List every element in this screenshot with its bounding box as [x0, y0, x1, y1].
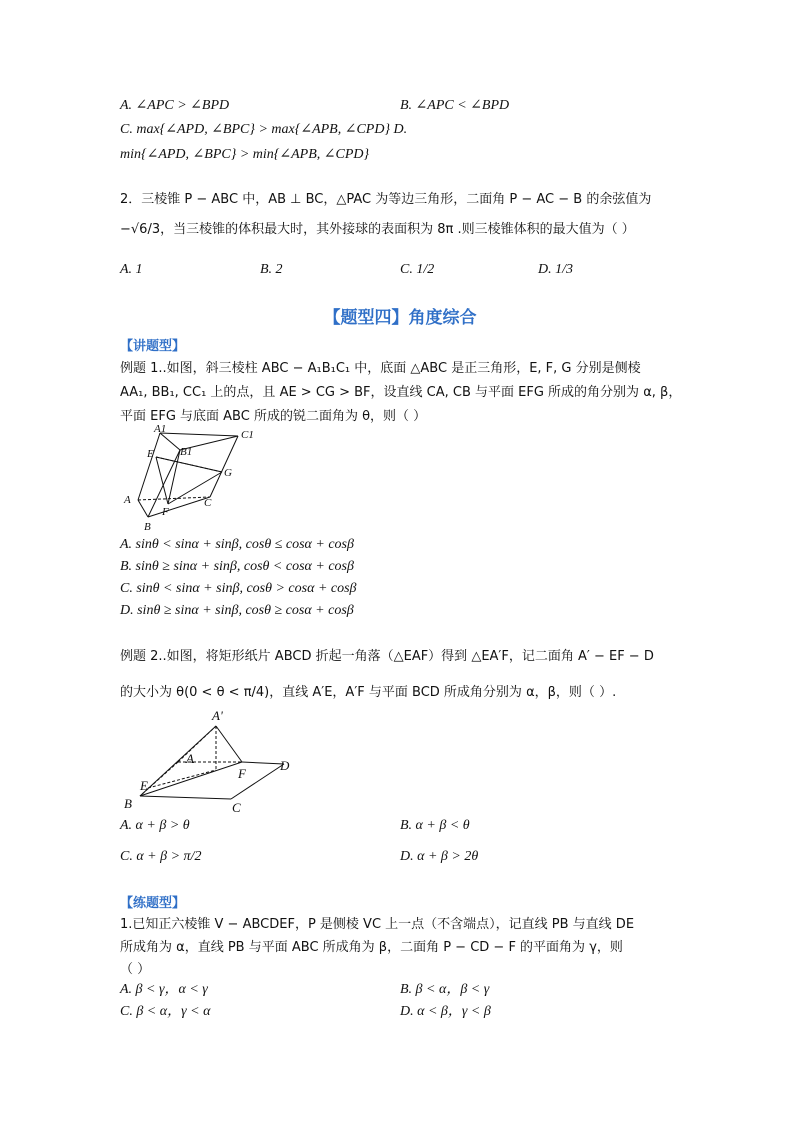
ex2-text-line2: 的大小为 θ(0 < θ < π/4)，直线 A′E，A′F 与平面 BCD 所成角分别为 α，β，则（ ）.: [120, 685, 617, 700]
label-a1: A1: [154, 423, 167, 435]
label-f: F: [238, 766, 246, 781]
q1-option-a: A. ∠APC > ∠BPD: [120, 98, 230, 113]
ex1-option-c: C. sinθ < sinα + sinβ, cosθ > cosα + cosβ: [120, 581, 357, 596]
ex2-option-b: B. α + β < θ: [400, 818, 470, 833]
label-b: B: [144, 521, 151, 533]
q1-option-d: min{∠APD, ∠BPC} > min{∠APB, ∠CPD}: [120, 147, 370, 162]
q1-option-c: C. max{∠APD, ∠BPC} > max{∠APB, ∠CPD} D.: [120, 122, 408, 137]
pr1-text-line2: 所成角为 α，直线 PB 与平面 ABC 所成角为 β，二面角 P − CD − F 的平面角为 γ，则: [120, 940, 623, 955]
label-f: F: [162, 506, 169, 518]
pr1-option-c: C. β < α，γ < α: [120, 1004, 211, 1019]
label-c: C: [232, 800, 241, 815]
label-c1: C1: [241, 429, 254, 441]
ex2-option-c: C. α + β > π/2: [120, 849, 202, 864]
q2-text-line2: −√6/3，当三棱锥的体积最大时，其外接球的表面积为 8π .则三棱锥体积的最大值为（ ）: [120, 222, 635, 237]
label-a: A: [186, 751, 194, 766]
pr1-text-line3: （ ）: [120, 962, 151, 977]
label-c: C: [204, 497, 212, 509]
label-e: E: [140, 778, 148, 793]
q2-option-c: C. 1/2: [400, 262, 435, 277]
q2-option-a: A. 1: [120, 262, 143, 277]
ex1-option-b: B. sinθ ≥ sinα + sinβ, cosθ < cosα + cosβ: [120, 559, 354, 574]
pr1-option-a: A. β < γ，α < γ: [120, 982, 208, 997]
ex1-option-a: A. sinθ < sinα + sinβ, cosθ ≤ cosα + cosβ: [120, 537, 354, 552]
q2-option-d: D. 1/3: [538, 262, 573, 277]
prism-figure: [118, 422, 268, 534]
q2-option-b: B. 2: [260, 262, 283, 277]
lecture-tag: 【讲题型】: [120, 339, 186, 354]
q2-text-line1: 2．三棱锥 P − ABC 中，AB ⊥ BC，△PAC 为等边三角形，二面角 P − AC − B 的余弦值为: [120, 192, 652, 207]
label-d: D: [280, 758, 290, 773]
label-a: A: [124, 494, 131, 506]
label-b: B: [124, 796, 132, 811]
ex1-text-line2: AA₁, BB₁, CC₁ 上的点，且 AE > CG > BF，设直线 CA, CB 与平面 EFG 所成的角分别为 α, β，: [120, 385, 682, 400]
ex2-text-line1: 例题 2..如图，将矩形纸片 ABCD 折起一角落（△EAF）得到 △EA′F，记二面角 A′ − EF − D: [120, 649, 654, 664]
section-title: 【题型四】角度综合: [323, 308, 477, 328]
ex1-text-line1: 例题 1..如图，斜三棱柱 ABC − A₁B₁C₁ 中，底面 △ABC 是正三角形，E, F, G 分别是侧棱: [120, 361, 641, 376]
fold-figure: [118, 706, 298, 816]
ex1-text-line3: 平面 EFG 与底面 ABC 所成的锐二面角为 θ，则（ ）: [120, 409, 427, 424]
ex2-option-d: D. α + β > 2θ: [400, 849, 479, 864]
practice-tag: 【练题型】: [120, 896, 186, 911]
label-g: G: [224, 467, 232, 479]
pr1-option-d: D. α < β，γ < β: [400, 1004, 491, 1019]
pr1-option-b: B. β < α，β < γ: [400, 982, 490, 997]
pr1-text-line1: 1.已知正六棱锥 V − ABCDEF，P 是侧棱 VC 上一点（不含端点），记直线 PB 与直线 DE: [120, 917, 635, 932]
ex1-option-d: D. sinθ ≥ sinα + sinβ, cosθ ≥ cosα + cosβ: [120, 603, 354, 618]
ex2-option-a: A. α + β > θ: [120, 818, 190, 833]
label-b1: B1: [180, 446, 193, 458]
label-a-prime: A': [212, 708, 223, 723]
q1-option-b: B. ∠APC < ∠BPD: [400, 98, 510, 113]
label-e: E: [147, 448, 154, 460]
